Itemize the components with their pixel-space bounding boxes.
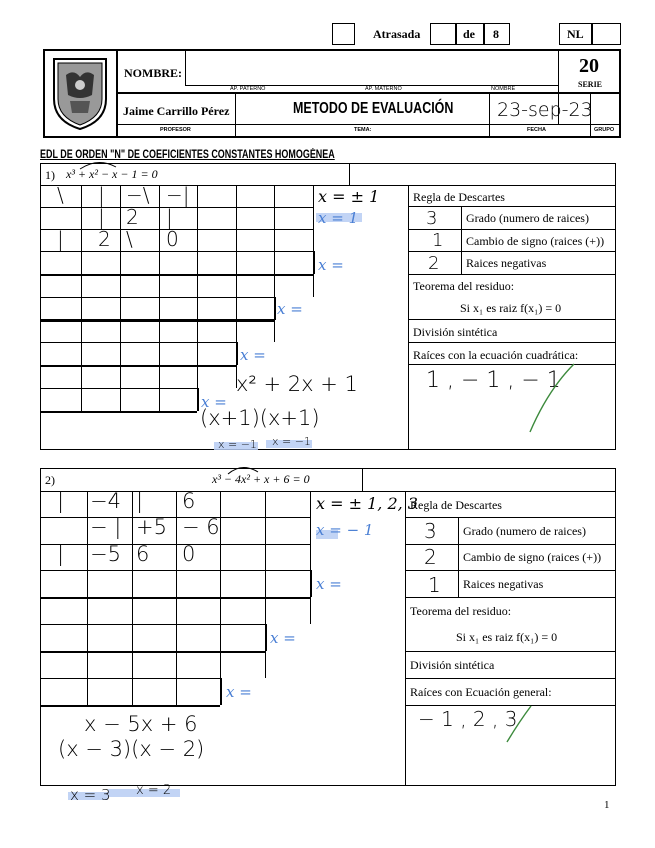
problem2-work-line1: x − 5x + 6 [84, 712, 198, 736]
tema-label: TEMA: [354, 127, 372, 133]
problem1-grid-col-line [236, 297, 237, 319]
problem1-grid-cell: −| [166, 183, 190, 207]
problem2-cambio-label: Cambio de signo (raices (+)) [463, 550, 602, 564]
problem1-grid-col-line [197, 207, 198, 229]
problem1-teorema-text: Si x₁ es raiz f(x₁) = 0 [460, 301, 562, 315]
problem1-x-eq-1: x = [318, 256, 344, 274]
problem2-grid-row-line [40, 570, 310, 571]
problem1-grid-col-line [120, 319, 121, 342]
problem2-grid-col-line [132, 678, 133, 705]
problem1-grid-col-line [81, 251, 82, 274]
problem1-grid-col-line [81, 207, 82, 229]
problem2-grid-col-line [220, 624, 221, 651]
problem2-grid-col-line [176, 517, 177, 544]
problem2-cambio-value: 2 [424, 545, 437, 569]
problem1-grid-col-line [236, 274, 237, 297]
problem2-grid-row-line [40, 544, 310, 545]
problem1-grid-stair-v [313, 251, 315, 274]
problem2-grid-col-line [310, 517, 311, 544]
problem1-cambio-label: Cambio de signo (raices (+)) [466, 234, 605, 248]
problem2-root-found: x = − 1 [316, 521, 374, 539]
problem2-negativas-label: Raices negativas [463, 577, 544, 591]
problem1-equation: x³ + x² − x − 1 = 0 [66, 167, 158, 181]
problem1-grid-col-line [236, 185, 237, 207]
problem2-division-title: División sintética [410, 658, 495, 672]
problem1-grid-col-line [236, 229, 237, 251]
problem2-grid-stair-v [220, 678, 222, 705]
problem2-grid-col-line [220, 491, 221, 517]
problem2-grid-col-line [310, 597, 311, 624]
problem2-grid-col-line [87, 678, 88, 705]
problem1-work-line2: (x+1)(x+1) [200, 406, 320, 430]
problem2-grid-col-line [265, 570, 266, 597]
problem2-grid-col-line [220, 651, 221, 678]
problem2-grid-col-line [220, 597, 221, 624]
problem1-cambio-value: 1 [432, 230, 444, 251]
problem1-grid-stair-h [40, 365, 236, 367]
problem1-work-sol1: x = −1 [218, 438, 257, 451]
profesor-label: PROFESOR [160, 127, 191, 133]
problem2-grid-cell: +5 [136, 515, 167, 539]
problem1-grid-col-line [120, 185, 121, 207]
problem1-grid-row-line [40, 297, 274, 298]
page-number: 1 [604, 799, 610, 811]
ap-paterno-label: AP. PATERNO [230, 86, 266, 92]
problem1-number: 1) [45, 168, 55, 182]
problem1-grid-col-line [159, 207, 160, 229]
problem1-grid-col-line [81, 185, 82, 207]
problem1-grid-col-line [120, 274, 121, 297]
problem1-grid-cell: 2 [98, 227, 111, 251]
problem2-grid-stair-v [310, 570, 312, 597]
problem1-negativas-label: Raices negativas [466, 256, 547, 270]
problem2-grid-col-line [87, 624, 88, 651]
problem1-grid-col-line [274, 274, 275, 297]
problem1-checkmark-icon [528, 360, 578, 436]
problem1-grid-cell: | [98, 205, 105, 229]
problem2-grid-row-line [40, 624, 265, 625]
problem2-x-eq-1: x = [316, 575, 342, 593]
problem1-descartes-title: Regla de Descartes [413, 190, 505, 204]
problem1-grid-col-line [159, 274, 160, 297]
fecha-label: FECHA [527, 127, 546, 133]
de-label: de [463, 27, 475, 41]
problem2-grid-col-line [132, 517, 133, 544]
problem2-teorema-text: Si x₁ es raiz f(x₁) = 0 [456, 630, 558, 644]
problem2-teorema-title: Teorema del residuo: [410, 604, 512, 618]
problem2-grid-col-line [132, 544, 133, 570]
problem1-grid-stair-h [40, 320, 274, 322]
problem1-grid-col-line [197, 185, 198, 207]
problem1-grid-col-line [120, 388, 121, 411]
problem2-grid-cell: 6 [182, 489, 196, 513]
problem1-roots-candidates: x = ± 1 [318, 187, 380, 206]
problem2-grid-cell: − | [90, 515, 122, 539]
problem2-work-sol1: x = 3 [70, 786, 111, 804]
ap-materno-label: AP. MATERNO [365, 86, 402, 92]
problem1-grado-value: 3 [426, 208, 438, 229]
problem2-grid-col-line [176, 624, 177, 651]
problem2-grid-row-line [40, 678, 220, 679]
problem2-grid-col-line [220, 517, 221, 544]
problem1-grid-cell: 0 [166, 227, 179, 251]
problem1-grid-col-line [81, 319, 82, 342]
problem1-raices-title: Raíces con la ecuación cuadrática: [413, 348, 579, 362]
nombre-sub-label: NOMBRE [491, 86, 516, 92]
problem1-grid-col-line [120, 251, 121, 274]
problem2-grid-col-line [265, 651, 266, 678]
problem2-grid-cell: − 6 [182, 515, 220, 539]
problem2-grid-cell: | [136, 489, 144, 513]
problem1-grid-col-line [236, 319, 237, 342]
problem2-grid-col-line [265, 597, 266, 624]
problem1-grid-col-line [81, 274, 82, 297]
problem1-grid-col-line [313, 207, 314, 229]
problem1-grid-col-line [197, 319, 198, 342]
problem1-grid-col-line [81, 297, 82, 319]
problem1-grid-col-line [159, 388, 160, 411]
de-value: 8 [493, 27, 499, 41]
problem2-grid-col-line [265, 491, 266, 517]
problem2-work-sol2: x = 2 [136, 783, 172, 798]
problem1-x-eq-2: x = [277, 300, 303, 318]
problem2-grado-label: Grado (numero de raices) [463, 524, 586, 538]
problem1-grado-label: Grado (numero de raices) [466, 211, 589, 225]
problem1-grid-col-line [197, 365, 198, 388]
problem1-grid-col-line [197, 342, 198, 365]
problem2-grid-col-line [220, 544, 221, 570]
problem2-grid-col-line [132, 597, 133, 624]
problem1-x-eq-3: x = [240, 346, 266, 364]
problem2-grid-col-line [176, 678, 177, 705]
problem1-grid-row-line [40, 342, 236, 343]
problem1-work-sol2: x = −1 [272, 435, 311, 448]
problem1-grid-col-line [197, 229, 198, 251]
problem2-grid-col-line [176, 597, 177, 624]
problem2-roots-candidates: x = ± 1, 2, 3 [316, 494, 418, 513]
problem1-grid-cell: \ [57, 183, 64, 207]
unam-seal-icon [48, 55, 112, 131]
nombre-label: NOMBRE: [124, 66, 182, 80]
problem1-grid-col-line [120, 297, 121, 319]
problem1-grid-col-line [81, 365, 82, 388]
problem2-grado-value: 3 [424, 519, 437, 543]
problem2-grid-col-line [176, 544, 177, 570]
problem2-grid-col-line [87, 517, 88, 544]
problem1-grid-stair-v [236, 342, 238, 365]
problem2-grid-col-line [132, 624, 133, 651]
problem2-grid-col-line [310, 544, 311, 570]
problem2-grid-col-line [176, 651, 177, 678]
problem1-grid-col-line [236, 251, 237, 274]
problem2-grid-stair-h [40, 651, 265, 653]
problem1-grid-col-line [197, 251, 198, 274]
problem1-grid-stair-h [40, 411, 197, 413]
problem1-grid-row-line [40, 388, 197, 389]
problem1-grid-cell: | [57, 227, 64, 251]
problem2-number: 2) [45, 473, 55, 487]
problem1-grid-col-line [120, 229, 121, 251]
problem1-grid-col-line [274, 207, 275, 229]
problem2-grid-col-line [265, 544, 266, 570]
nombre-input[interactable] [186, 50, 558, 85]
problem1-raices-answer: 1 , − 1 , − 1 [426, 368, 561, 393]
problem2-grid-cell: −4 [90, 489, 121, 513]
problem1-grid-col-line [313, 185, 314, 207]
problem1-work-line1: x² + 2x + 1 [236, 372, 358, 396]
problem1-grid-col-line [197, 297, 198, 319]
problem1-grid-col-line [159, 297, 160, 319]
problem1-grid-cell: \ [126, 227, 133, 251]
serie-label: SERIE [578, 80, 603, 89]
problem1-x-eq-4: x = [201, 393, 227, 411]
problem1-root-found: x = 1 [318, 209, 359, 227]
problem2-grid-cell: | [57, 542, 65, 566]
problem2-grid-col-line [87, 651, 88, 678]
tema-title: METODO DE EVALUACIÓN [293, 100, 454, 117]
grupo-label: GRUPO [594, 127, 615, 133]
problem2-grid-stair-h [40, 597, 310, 599]
problem1-grid-col-line [274, 185, 275, 207]
problem1-grid-col-line [81, 388, 82, 411]
problem1-grid-col-line [274, 319, 275, 342]
problem1-grid-col-line [159, 185, 160, 207]
problem2-grid-row-line [40, 491, 310, 492]
problem2-x-eq-3: x = [226, 683, 252, 701]
fecha-value: 23-sep-23 [497, 99, 593, 121]
problem1-grid-col-line [120, 207, 121, 229]
problem2-grid-col-line [87, 544, 88, 570]
nl-label: NL [567, 27, 584, 41]
atrasada-checkbox[interactable] [332, 23, 355, 45]
problem1-grid-cell: | [98, 183, 105, 207]
problem2-grid-col-line [176, 491, 177, 517]
problem2-grid-stair-v [265, 624, 267, 651]
problem1-grid-col-line [274, 229, 275, 251]
problem1-grid-stair-h [40, 274, 313, 276]
problem1-grid-col-line [313, 229, 314, 251]
problem1-grid-col-line [159, 251, 160, 274]
problem1-grid-cell: −\ [126, 183, 150, 207]
problem2-grid-col-line [132, 570, 133, 597]
problem1-division-title: División sintética [413, 325, 498, 339]
atrasada-number-box[interactable] [430, 23, 456, 45]
problem1-equation-arc [78, 159, 118, 171]
problem1-grid-col-line [81, 229, 82, 251]
problem2-equation-arc [226, 464, 260, 476]
problem2-descartes-title: Regla de Descartes [410, 498, 502, 512]
problem2-checkmark-icon [505, 704, 535, 744]
problem2-grid-stair-h [40, 705, 220, 707]
problem1-grid-col-line [81, 342, 82, 365]
problem2-grid-cell: −5 [90, 542, 121, 566]
section-title: EDL DE ORDEN "N" DE COEFICIENTES CONSTANTES HOMOGÉNEA [40, 149, 335, 161]
problem2-grid-col-line [87, 597, 88, 624]
problem2-grid-col-line [87, 570, 88, 597]
problem2-work-line2: (x − 3)(x − 2) [58, 737, 205, 761]
problem2-grid-col-line [132, 651, 133, 678]
problem2-grid-col-line [265, 517, 266, 544]
problem1-grid-stair-v [274, 297, 276, 320]
problem2-grid-col-line [87, 491, 88, 517]
nl-value-box[interactable] [592, 23, 621, 45]
problem1-grid-col-line [159, 229, 160, 251]
serie-number: 20 [579, 55, 599, 77]
profesor-name: Jaime Carrillo Pérez [123, 104, 230, 118]
problem1-grid-col-line [159, 342, 160, 365]
problem1-grid-cell: | [166, 205, 173, 229]
problem1-grid-col-line [159, 365, 160, 388]
problem1-grid-col-line [159, 319, 160, 342]
problem1-grid-stair-v [197, 388, 199, 411]
problem2-grid-cell: 6 [136, 542, 150, 566]
problem1-grid-col-line [313, 274, 314, 297]
problem1-grid-col-line [120, 342, 121, 365]
problem2-raices-title: Raíces con Ecuación general: [410, 685, 552, 699]
problem2-x-eq-2: x = [270, 629, 296, 647]
problem2-equation: x³ − 4x² + x + 6 = 0 [212, 472, 310, 486]
problem2-grid-col-line [176, 570, 177, 597]
problem2-raices-answer: − 1 , 2 , 3 [418, 707, 518, 731]
problem2-negativas-value: 1 [428, 573, 441, 597]
problem1-grid-col-line [274, 251, 275, 274]
problem1-grid-col-line [236, 207, 237, 229]
problem2-grid-col-line [220, 570, 221, 597]
problem2-grid-col-line [132, 491, 133, 517]
problem1-negativas-value: 2 [428, 253, 440, 274]
atrasada-label: Atrasada [373, 27, 421, 41]
problem2-grid-row-line [40, 517, 310, 518]
problem1-grid-cell: 2 [126, 205, 139, 229]
problem2-grid-col-line [310, 491, 311, 517]
problem2-grid-cell: 0 [182, 542, 196, 566]
problem1-grid-col-line [197, 274, 198, 297]
problem1-grid-col-line [120, 365, 121, 388]
problem2-grid-cell: | [57, 489, 65, 513]
problem1-teorema-title: Teorema del residuo: [413, 279, 515, 293]
